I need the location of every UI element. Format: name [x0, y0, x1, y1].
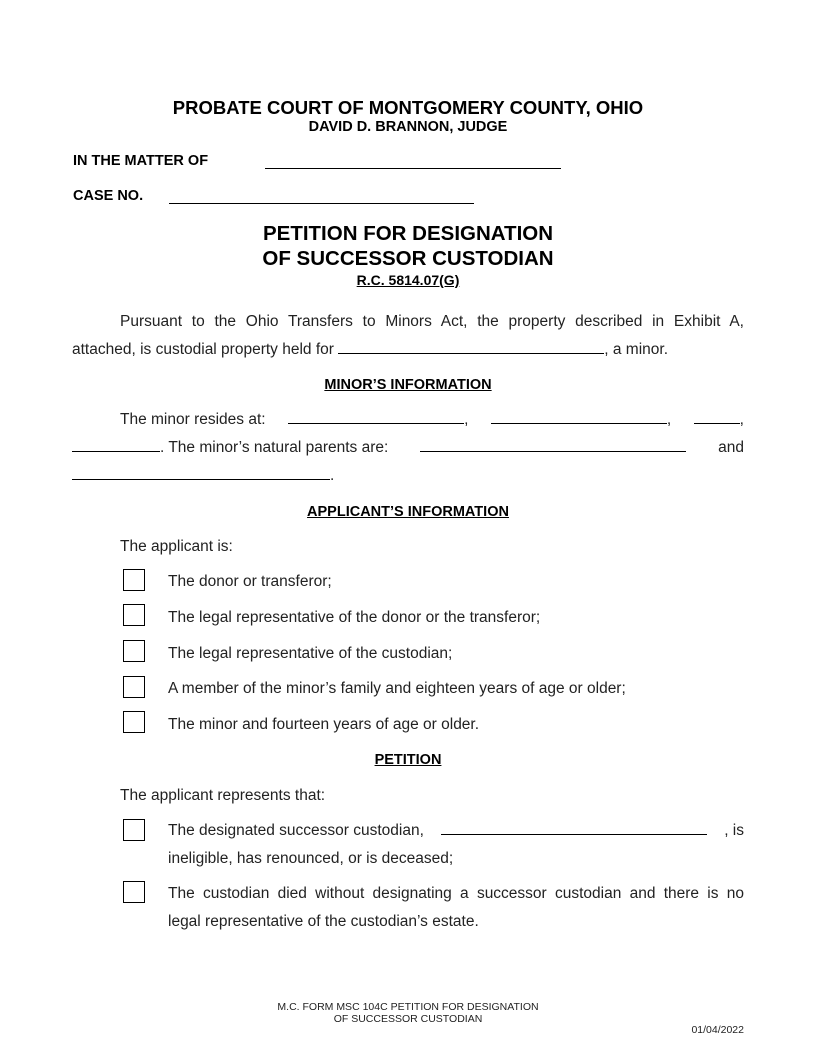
option-custodian-representative: The legal representative of the custodian;	[168, 645, 453, 662]
minor-name-field[interactable]	[338, 353, 604, 354]
checkbox-custodian-died[interactable]	[123, 881, 145, 903]
parent2-field[interactable]	[72, 479, 330, 480]
matter-field[interactable]	[265, 168, 561, 169]
case-number-field[interactable]	[169, 203, 474, 204]
court-name: PROBATE COURT OF MONTGOMERY COUNTY, OHIO	[172, 97, 644, 118]
matter-label: IN THE MATTER OF	[73, 153, 209, 169]
checkbox-family-member[interactable]	[123, 676, 145, 698]
checkbox-donor[interactable]	[123, 569, 145, 591]
form-date: 01/04/2022	[691, 1024, 744, 1036]
successor-suffix: , is	[724, 822, 744, 839]
petition-heading: PETITION	[374, 752, 442, 768]
checkbox-minor[interactable]	[123, 711, 145, 733]
title-line2: OF SUCCESSOR CUSTODIAN	[262, 247, 554, 270]
intro-suffix: , a minor.	[604, 341, 668, 358]
parent1-field[interactable]	[420, 451, 686, 452]
checkbox-custodian-representative[interactable]	[123, 640, 145, 662]
intro-line2	[72, 341, 668, 359]
checkbox-successor-ineligible[interactable]	[123, 819, 145, 841]
option-family-member: A member of the minor’s family and eighteen years of age or older;	[168, 680, 626, 697]
address-street-field[interactable]	[288, 423, 464, 424]
judge-name: DAVID D. BRANNON, JUDGE	[308, 119, 508, 135]
intro-prefix: attached, is custodial property held for	[72, 341, 334, 358]
form-number-line2: OF SUCCESSOR CUSTODIAN	[333, 1013, 483, 1025]
and-text: and	[718, 439, 744, 456]
statute-reference: R.C. 5814.07(G)	[356, 272, 460, 288]
minor-address-line	[120, 411, 744, 429]
option-donor: The donor or transferor;	[168, 573, 332, 590]
petition-option1-line1	[168, 822, 744, 840]
case-label: CASE NO.	[73, 188, 144, 204]
successor-custodian-field[interactable]	[441, 834, 707, 835]
form-number-line1: M.C. FORM MSC 104C PETITION FOR DESIGNATION	[277, 1001, 539, 1013]
resides-label: The minor resides at:	[120, 411, 266, 428]
address-zip-field[interactable]	[72, 451, 160, 452]
address-city-field[interactable]	[491, 423, 667, 424]
title-line1: PETITION FOR DESIGNATION	[262, 222, 554, 245]
applicant-info-heading: APPLICANT’S INFORMATION	[307, 504, 509, 520]
parent2-line	[72, 467, 334, 485]
intro-line1: Pursuant to the Ohio Transfers to Minors Act, the property described in Exhibit A,	[120, 313, 744, 330]
address-state-field[interactable]	[694, 423, 740, 424]
petition-option2-line2: legal representative of the custodian’s estate.	[168, 913, 479, 930]
comma: ,	[464, 411, 469, 428]
successor-label: The designated successor custodian,	[168, 822, 424, 839]
option-donor-representative: The legal representative of the donor or the transferor;	[168, 609, 541, 626]
comma: ,	[666, 411, 672, 428]
checkbox-donor-representative[interactable]	[123, 604, 145, 626]
parents-label: . The minor’s natural parents are:	[160, 439, 389, 456]
minor-info-heading: MINOR’S INFORMATION	[324, 377, 492, 393]
petition-option2-line1: The custodian died without designating a successor custodian and there is no	[168, 885, 744, 902]
period: .	[330, 467, 335, 484]
petition-intro: The applicant represents that:	[120, 787, 326, 804]
parents-line	[72, 439, 744, 457]
petition-option1-line2: ineligible, has renounced, or is deceased;	[168, 850, 454, 867]
comma: ,	[739, 411, 744, 428]
applicant-intro: The applicant is:	[120, 538, 233, 555]
option-minor: The minor and fourteen years of age or older.	[168, 716, 480, 733]
